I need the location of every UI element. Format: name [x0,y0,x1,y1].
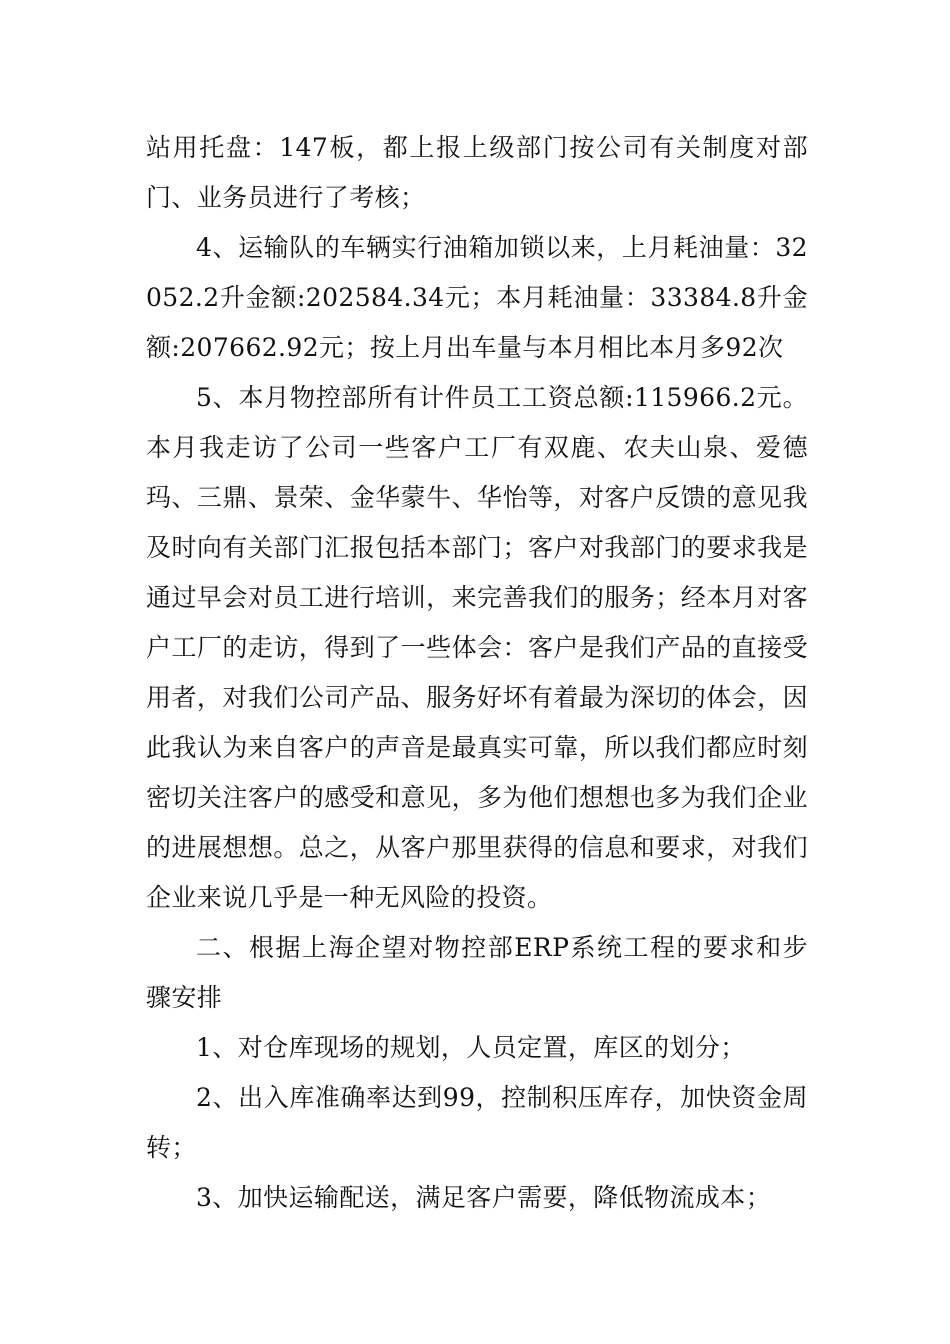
paragraph-wages-and-client-visits: 5、本月物控部所有计件员工工资总额:115966.2元。本月我走访了公司一些客户工厂有双鹿、农夫山泉、爱德玛、三鼎、景荣、金华蒙牛、华怡等，对客户反馈的意见我及时向有关部门汇报包括本部门；客户对我部门的要求我是通过早会对员工进行培训，来完善我们的服务；经本月对客户工厂的走访，得到了一些体会：客户是我们产品的直接受用者，对我们公司产品、服务好坏有着最为深切的体会，因此我认为来自客户的声音是最真实可靠，所以我们都应时刻密切关注客户的感受和意见，多为他们想想也多为我们企业的进展想想。总之，从客户那里获得的信息和要求，对我们企业来说几乎是一种无风险的投资。 [146,383,808,912]
paragraph-fuel-consumption: 4、运输队的车辆实行油箱加锁以来，上月耗油量：32052.2升金额:202584.34元；本月耗油量：33384.8升金额:207662.92元；按上月出车量与本月相比本月多92次 [146,233,808,362]
list-item-transport-delivery: 3、加快运输配送，满足客户需要，降低物流成本； [196,1183,772,1212]
document-body [146,123,808,1223]
section-heading-erp-requirements: 二、根据上海企望对物控部ERP系统工程的要求和步骤安排 [146,933,808,1012]
paragraph-pallet-assessment: 站用托盘：147板，都上报上级部门按公司有关制度对部门、业务员进行了考核； [146,133,808,212]
list-item-inventory-accuracy: 2、出入库准确率达到99，控制积压库存，加快资金周转； [146,1083,808,1162]
list-item-warehouse-planning: 1、对仓库现场的规划，人员定置，库区的划分； [196,1033,746,1062]
